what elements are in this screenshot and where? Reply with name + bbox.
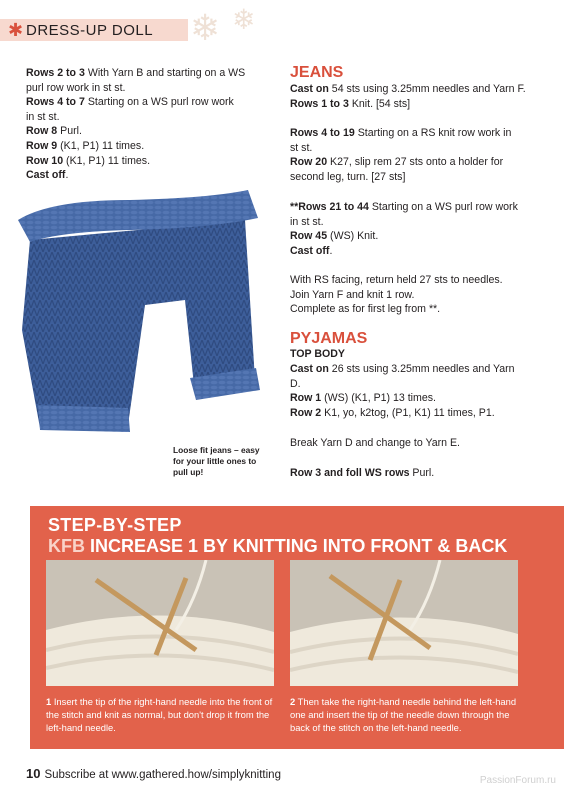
instruction-line [290,215,554,230]
instruction-line [26,154,276,169]
instruction-text: 54 sts using 3.25mm needles and Yarn F. [328,83,526,95]
instruction-text: Starting on a WS purl row work [84,96,234,109]
instruction-text: K27, slip rem 27 sts onto a holder for [327,156,504,169]
instruction-text: Purl. [57,125,82,138]
instruction-line [290,244,554,259]
pyjamas-block-3 [290,466,554,481]
snowflake-icon: ❄ [232,4,256,35]
instruction-line [290,155,554,170]
pyjamas-heading: PYJAMAS [290,330,368,347]
instruction-line [290,97,554,112]
instruction-line [290,273,554,288]
instruction-line [290,406,554,421]
instruction-text: D. [290,377,301,390]
instruction-label: Cast on [290,363,329,375]
instruction-text: st st. [290,141,313,154]
instruction-label: Cast on [290,83,329,95]
instruction-line [290,200,554,215]
instruction-line [290,141,554,156]
instruction-line [290,170,554,185]
watermark: PassionForum.ru [479,775,556,786]
instruction-text: . [329,244,333,257]
instruction-label: Row 45 [290,230,328,243]
instruction-line [26,66,276,81]
top-body-subheading: TOP BODY [290,348,345,360]
star-icon: ✱ [8,20,24,40]
step-title: STEP-BY-STEP [48,515,182,535]
knitted-jeans-photo [10,180,272,450]
instruction-text: Purl. [409,467,435,479]
instruction-text: in st st. [290,215,324,228]
instruction-label: Cast off [26,169,66,182]
instruction-line [290,377,554,392]
instruction-label: Row 2 [290,406,322,419]
left-instructions [26,66,276,183]
instruction-text: With RS facing, return held 27 sts to needles. [290,274,503,286]
step-1-photo [46,560,274,686]
instruction-text: (K1, P1) 11 times. [57,139,145,152]
photo-caption: Loose fit jeans – easy for your little ones to pull up! [173,445,260,477]
snowflake-icon: ❄ [190,7,221,48]
instruction-text: Starting on a WS purl row work [368,201,518,213]
instruction-line [290,126,554,141]
jeans-block-1 [290,82,554,111]
instruction-line [290,391,554,406]
jeans-block-3 [290,200,554,258]
jeans-heading: JEANS [290,64,344,81]
instruction-line [26,81,276,96]
pyjamas-block-2 [290,436,554,451]
instruction-label: Rows 4 to 19 [290,127,355,139]
instruction-line [26,95,276,110]
instruction-line [290,229,554,244]
instruction-line [290,82,554,97]
step-2-photo [290,560,518,686]
section-title: DRESS-UP DOLL [26,22,154,39]
instruction-line [290,436,554,451]
instruction-text: second leg, turn. [27 sts] [290,170,406,183]
instruction-text: (WS) (K1, P1) 13 times. [321,392,436,405]
instruction-text: (WS) Knit. [327,230,379,243]
instruction-label: Row 20 [290,156,328,169]
instruction-line [290,466,554,481]
instruction-label: Row 8 [26,125,58,138]
step-1-caption: 1 Insert the tip of the right-hand needle into the front of the stitch and knit as normal, but don't drop it from the left-hand needle. [46,696,273,733]
instruction-line [290,362,554,377]
instruction-label: Rows 4 to 7 [26,96,85,109]
subscribe-link[interactable]: Subscribe at www.gathered.how/simplyknitting [44,769,281,781]
instruction-line [26,139,276,154]
instruction-label: Row 3 and foll WS rows [290,467,410,479]
instruction-label: **Rows 21 to 44 [290,201,369,213]
instruction-label: Row 9 [26,139,58,152]
instruction-text: Complete as for first leg from **. [290,303,441,316]
instruction-label: Rows 1 to 3 [290,97,349,110]
pyjamas-block-1 [290,362,554,420]
page-footer [26,766,281,783]
instruction-text: in st st. [26,110,60,123]
instruction-text: Break Yarn D and change to Yarn E. [290,437,461,449]
instruction-text: With Yarn B and starting on a WS [84,67,246,79]
instruction-line [26,110,276,125]
jeans-block-4 [290,273,554,317]
instruction-text: (K1, P1) 11 times. [63,154,151,167]
instruction-line [290,302,554,317]
instruction-text: Starting on a RS knit row work in [354,127,512,139]
instruction-label: Row 1 [290,392,322,405]
step-subtitle: KFB INCREASE 1 BY KNITTING INTO FRONT & BACK [48,536,508,556]
instruction-text: Knit. [54 sts] [348,97,411,110]
instruction-text: 26 sts using 3.25mm needles and Yarn [328,363,515,375]
instruction-label: Row 10 [26,154,64,167]
instruction-text: purl row work in st st. [26,81,126,94]
jeans-block-2 [290,126,554,184]
instruction-label: Rows 2 to 3 [26,67,85,79]
instruction-line [290,288,554,303]
page-number: 10 [26,766,41,781]
instruction-text: . [65,169,69,182]
instruction-label: Cast off [290,244,330,257]
instruction-line [26,124,276,139]
instruction-text: K1, yo, k2tog, (P1, K1) 11 times, P1. [321,406,495,419]
instruction-text: Join Yarn F and knit 1 row. [290,288,415,301]
step-2-caption: 2 Then take the right-hand needle behind the left-hand one and insert the tip of the needle down through the back of the stitch on the left-hand needle. [290,696,517,733]
